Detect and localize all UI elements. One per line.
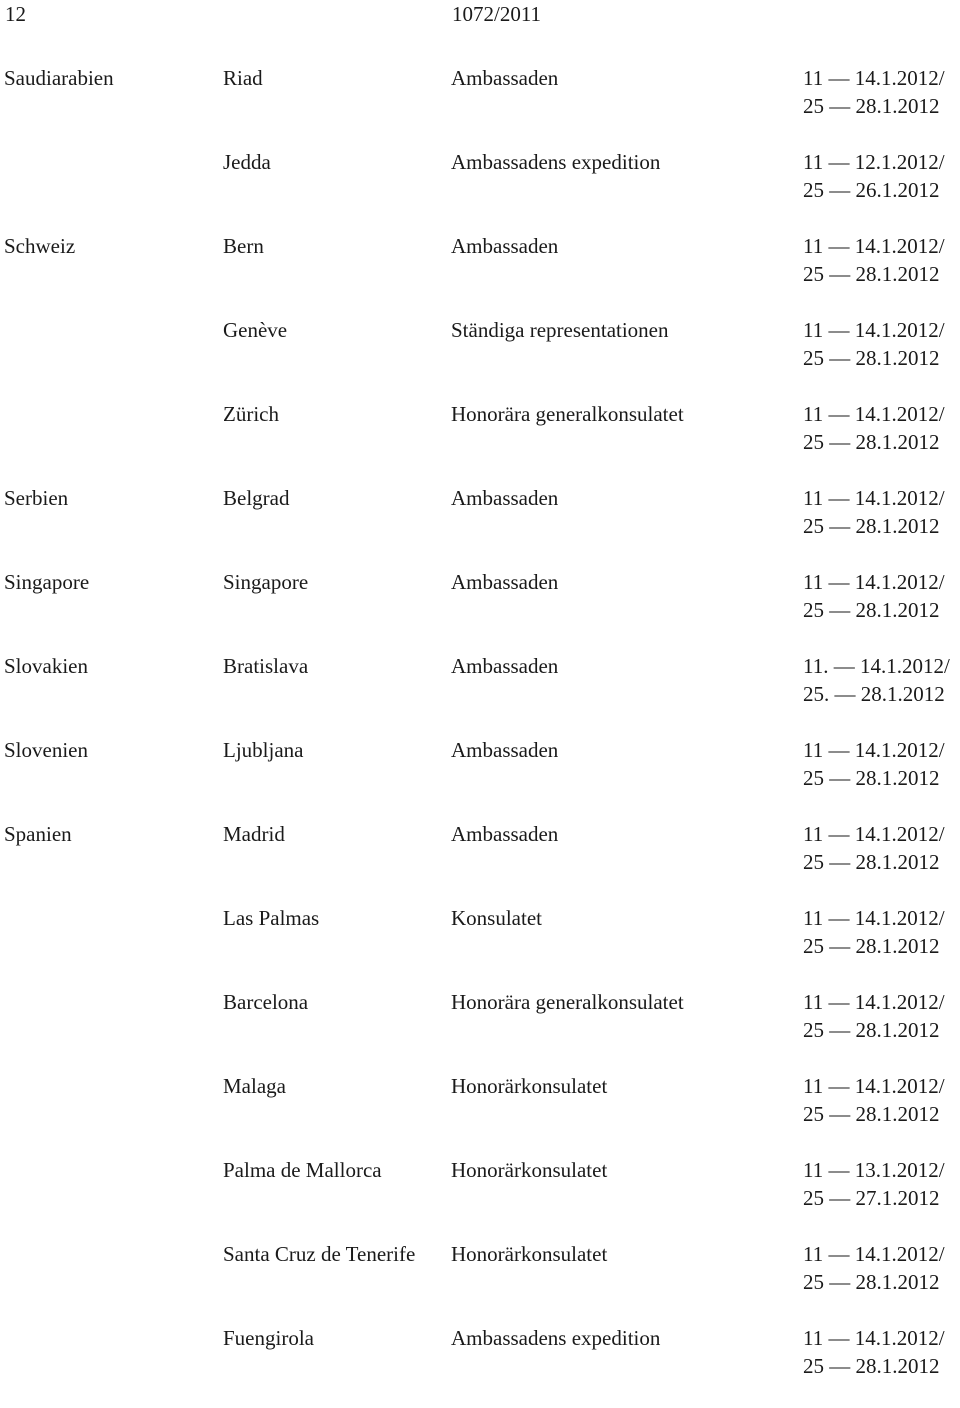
dates-cell [803,64,945,120]
table-row [0,1156,960,1240]
dates-line-second: 25 — 28.1.2012 [803,1102,940,1126]
table-row [0,652,960,736]
table-row [0,904,960,988]
city-cell: Genève [223,318,288,342]
city-cell: Santa Cruz de Tenerife [223,1242,416,1266]
dates-line-second: 25 — 28.1.2012 [803,850,940,874]
table-row [0,232,960,316]
dates-line-first: 11 — 14.1.2012/ [803,486,945,510]
city-cell: Bratislava [223,654,309,678]
dates-line-second: 25 — 28.1.2012 [803,598,940,622]
mission-cell: Ambassaden [451,486,559,510]
dates-cell [803,736,945,792]
mission-cell: Ambassaden [451,234,559,258]
country-cell: Schweiz [4,234,76,258]
dates-line-first: 11 — 14.1.2012/ [803,906,945,930]
dates-line-first: 11. — 14.1.2012/ [803,654,950,678]
dates-line-second: 25 — 28.1.2012 [803,514,940,538]
dates-line-first: 11 — 14.1.2012/ [803,738,945,762]
dates-line-first: 11 — 14.1.2012/ [803,570,945,594]
dates-line-second: 25 — 28.1.2012 [803,1018,940,1042]
table-row [0,736,960,820]
dates-line-second: 25 — 28.1.2012 [803,94,940,118]
dates-line-second: 25 — 28.1.2012 [803,1270,940,1294]
dates-line-first: 11 — 14.1.2012/ [803,318,945,342]
mission-cell: Honorära generalkonsulatet [451,990,684,1014]
mission-cell: Ambassadens expedition [451,1326,661,1350]
dates-line-second: 25 — 28.1.2012 [803,430,940,454]
dates-line-first: 11 — 14.1.2012/ [803,822,945,846]
dates-line-second: 25. — 28.1.2012 [803,682,945,706]
city-cell: Malaga [223,1074,286,1098]
dates-line-second: 25 — 27.1.2012 [803,1186,940,1210]
dates-line-first: 11 — 12.1.2012/ [803,150,945,174]
city-cell: Madrid [223,822,285,846]
country-cell: Spanien [4,822,72,846]
dates-line-first: 11 — 14.1.2012/ [803,1326,945,1350]
page-header [0,0,960,28]
document-reference: 1072/2011 [452,2,542,26]
mission-cell: Honorärkonsulatet [451,1242,608,1266]
country-cell: Saudiarabien [4,66,114,90]
mission-table [0,64,960,1408]
table-row [0,568,960,652]
dates-cell [803,1072,945,1128]
table-row [0,64,960,148]
dates-line-first: 11 — 14.1.2012/ [803,1242,945,1266]
city-cell: Bern [223,234,264,258]
dates-line-first: 11 — 14.1.2012/ [803,402,945,426]
mission-cell: Ambassaden [451,570,559,594]
country-cell: Slovakien [4,654,88,678]
mission-cell: Konsulatet [451,906,542,930]
country-cell: Serbien [4,486,69,510]
city-cell: Las Palmas [223,906,320,930]
mission-cell: Honorära generalkonsulatet [451,402,684,426]
table-row [0,988,960,1072]
city-cell: Singapore [223,570,309,594]
dates-cell [803,904,945,960]
table-row [0,316,960,400]
dates-cell [803,568,945,624]
mission-cell: Ambassadens expedition [451,150,661,174]
mission-cell: Ambassaden [451,738,559,762]
mission-cell: Ständiga representationen [451,318,669,342]
dates-cell [803,820,945,876]
city-cell: Zürich [223,402,279,426]
dates-line-second: 25 — 28.1.2012 [803,346,940,370]
dates-cell [803,652,950,708]
table-row [0,820,960,904]
table-row [0,484,960,568]
dates-line-first: 11 — 14.1.2012/ [803,1074,945,1098]
table-row [0,400,960,484]
city-cell: Belgrad [223,486,290,510]
dates-line-second: 25 — 26.1.2012 [803,178,940,202]
dates-cell [803,316,945,372]
page-number: 12 [5,2,26,26]
country-cell: Slovenien [4,738,88,762]
dates-line-first: 11 — 14.1.2012/ [803,990,945,1014]
city-cell: Fuengirola [223,1326,314,1350]
table-row [0,1324,960,1408]
dates-line-first: 11 — 14.1.2012/ [803,234,945,258]
mission-cell: Honorärkonsulatet [451,1158,608,1182]
mission-cell: Honorärkonsulatet [451,1074,608,1098]
city-cell: Palma de Mallorca [223,1158,382,1182]
dates-line-second: 25 — 28.1.2012 [803,1354,940,1378]
dates-cell [803,232,945,288]
dates-cell [803,1156,945,1212]
city-cell: Jedda [223,150,271,174]
dates-cell [803,484,945,540]
table-row [0,1072,960,1156]
city-cell: Barcelona [223,990,309,1014]
mission-cell: Ambassaden [451,66,559,90]
dates-cell [803,1324,945,1380]
dates-line-first: 11 — 14.1.2012/ [803,66,945,90]
mission-cell: Ambassaden [451,822,559,846]
mission-cell: Ambassaden [451,654,559,678]
country-cell: Singapore [4,570,90,594]
table-row [0,1240,960,1324]
dates-line-second: 25 — 28.1.2012 [803,262,940,286]
dates-cell [803,988,945,1044]
city-cell: Riad [223,66,263,90]
dates-line-second: 25 — 28.1.2012 [803,934,940,958]
table-row [0,148,960,232]
dates-line-first: 11 — 13.1.2012/ [803,1158,945,1182]
dates-cell [803,148,945,204]
dates-cell [803,400,945,456]
dates-line-second: 25 — 28.1.2012 [803,766,940,790]
dates-cell [803,1240,945,1296]
city-cell: Ljubljana [223,738,304,762]
